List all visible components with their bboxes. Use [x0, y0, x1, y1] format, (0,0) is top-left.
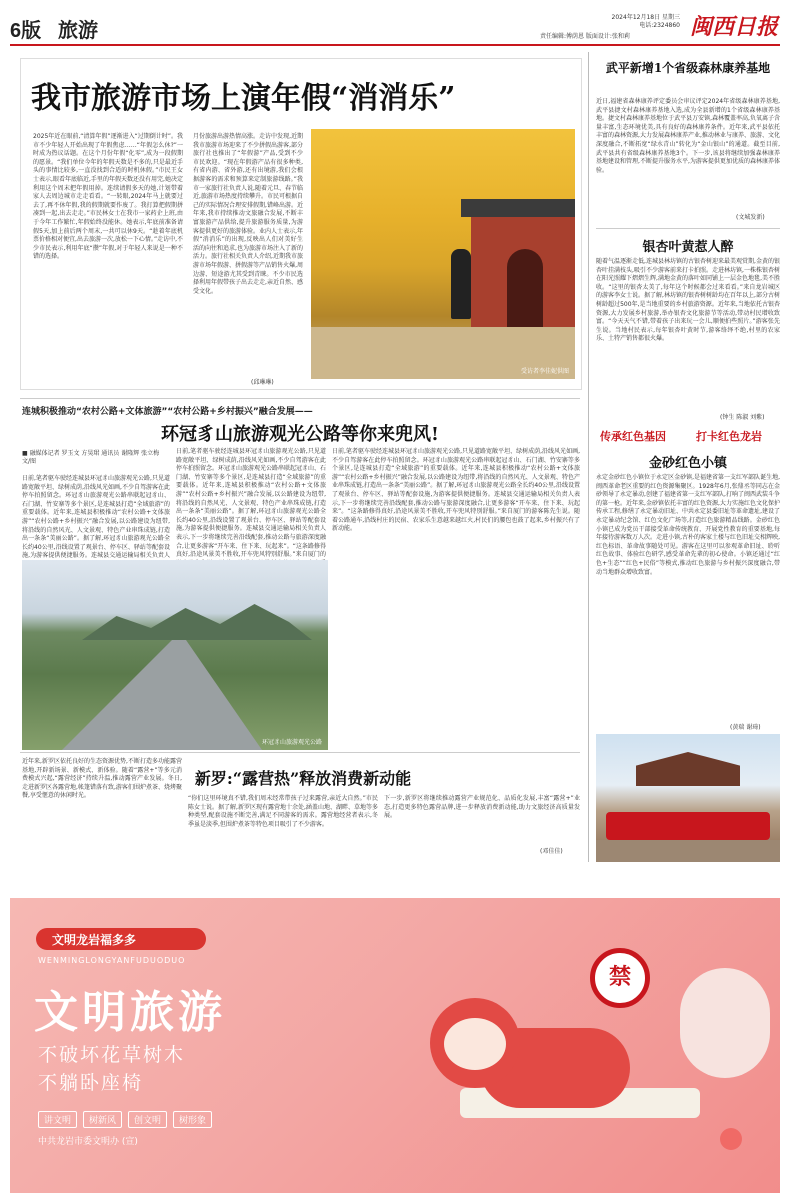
ginkgo-headline: 银杏叶黄惹人醉 — [642, 240, 734, 255]
ad-line1: 不破坏花草树木 — [38, 1044, 186, 1066]
mountain-range — [82, 600, 312, 640]
road-headline: 环冠豸山旅游观光公路等你来兜风! — [161, 424, 439, 445]
civility-ad — [10, 898, 780, 1193]
wuping-headline-text: 武平新增1个省级森林康养基地 — [605, 61, 771, 75]
lead-headline: 我市旅游市场上演年假“消消乐” — [31, 81, 456, 116]
wuping-byline: (文城发新) — [736, 214, 765, 221]
highway-road — [62, 640, 262, 750]
road-kicker: 连城积极推动“农村公路+文体旅游”“农村公路+乡村振兴”融合发展—— — [22, 407, 313, 417]
redbase-banner-left: 传承红色基因 — [600, 430, 666, 443]
ginkgo-rule — [596, 228, 780, 229]
ad-tags — [38, 1108, 218, 1128]
right-column-divider — [588, 52, 589, 862]
xinluo-byline: (邓佳佳) — [540, 848, 563, 855]
section-name: 旅游 — [58, 18, 98, 42]
masthead-rule — [10, 44, 780, 46]
mascot-face — [444, 1018, 506, 1070]
lead-photo-caption: 受访者李佳妮供图 — [520, 368, 569, 375]
xinluo-headline: 新罗:“露营热”释放消费新动能 — [194, 769, 412, 788]
redbase-banner-right: 打卡红色龙岩 — [696, 430, 762, 443]
sheep-mascot — [680, 968, 770, 1078]
edition-number: 6版 — [10, 20, 42, 42]
ad-tag: 创文明 — [128, 1111, 167, 1128]
town-arch — [636, 752, 740, 786]
road-body-col2: 日前,笔者驱车驶经连城县环冠豸山旅游观光公路,只见道路宽敞平坦、绿树成荫,沿线风光如画,不少自驾游客在此停车拍照留念。环冠豸山旅游观光公路串联起冠豸山、石门湖、竹安寨等多个景区,是连城县打造“全域旅游”的重要载体。近年来,连城县积极推动“农村公路+文体旅游”“农村公路+乡村振兴”融合发展,以公路建设为纽带,将沿线的自然风光、人文景观、特色产业串珠成链,打造出一条条“美丽公路”。据了解,环冠豸山旅游观光公路全长约40公里,沿线设置了观景台、停车区、驿站等配套设施,为游客提供便捷服务。连城县交通运输局相关负责人表示,下一步将继续完善沿线配套,推动公路与旅游深度融合,让更多游客“开车来、住下来、玩起来”。“这条路修得真好,沿途风景美不胜收,开车兜风特别舒服。”来自厦门的 — [176, 448, 327, 559]
lead-body-left: 2025年近在眼前,“清算年假”逐渐进入“过期倒计时”。我市不少年轻人开始出现了年假焦虑……“年假怎么休?”一时成为热议话题。在这个月份年假“化零”,成为一段假期的愿景。“我们单位今年的年假天数是不多的,只是最近手头的事情比较多,一直没找到合适的时机休假。”市民王女士表示,眼看年底临近,手里的年假天数还没有用完,她决定利用这个周末把年假用掉。连续请假多天的她,计划带着家人去周边城市走走看看。“一转眼,2024年马上就要过去了,再不休年假,我的假期就要作废了。我打算把假期拼凑到一起,出去走走。”市民林女士在我市一家药企上班,由于今年工作繁忙,年假始终没能休。她表示,年底前准备请假5天,加上前后两个周末,一共可以休9天。“趁着年底机票价格相对便宜,出去旅游一次,放松一下心情。”走访中,不少市民表示,利用年底“攒”年假,对于年轻人来说是一种不错的选择。 — [33, 133, 183, 261]
redbase-body: 永定金砂红色小镇位于永定区金砂镇,是福建省第一支红军部队诞生地,闽西革命老区重要的红色资源集聚区。1928年6月,张鼎丞等同志在金砂领导了永定暴动,创建了福建省第一支红军部队,打响了闽西武装斗争的第一枪。近年来,金砂镇依托丰富的红色资源,大力实施红色文化保护传承工程,修缮了永定暴动旧址、中共永定县委旧址等革命遗址,建设了永定暴动纪念馆、红色文化广场等,打造红色旅游精品线路。金砂红色小镇已成为党员干部接受革命传统教育、开展党性教育的重要基地,每年接待游客数万人次。走进小镇,古朴的客家土楼与红色旧址交相辉映,红色标语、革命故事随处可见。游客在这里可以参观革命旧址、聆听红色故事、体验红色研学,感受革命先辈的初心使命。小镇还通过“红色+生态”“红色+民俗”等模式,推动红色旅游与乡村振兴深度融合,带动当地群众增收致富。 — [596, 474, 780, 576]
gate-door — [507, 249, 543, 327]
lead-photo-ginkgo-gate — [311, 129, 575, 379]
mascot-illustration — [390, 938, 780, 1188]
phone: 电话:2324860 — [639, 22, 680, 29]
road-byline: ■ 融媒体记者 罗玉文 方昊珺 通讯员 谢隆辉 张立梅 文/图 — [22, 450, 160, 465]
xinluo-rule — [20, 752, 580, 753]
person-figure — [451, 249, 471, 319]
paper-logo: 闽西日报 — [690, 14, 779, 40]
ad-tag: 讲文明 — [38, 1111, 77, 1128]
xinluo-body-a: 近年来,新罗区依托良好的生态资源优势,不断打造多功能露营基地,开辟新场景、新模式、新体验。随着“露营+”等多元消费模式兴起,“露营经济”持续升温,推动露营产业发展。冬日,走进新罗区各露营地,帐篷错落有致,游客们围炉煮茶、烧烤聚餐,享受惬意的休闲时光。 — [22, 758, 182, 800]
redbase-photo-town — [596, 734, 780, 862]
lead-story — [20, 58, 582, 390]
prohibit-sign-text: 禁 — [608, 965, 631, 990]
ad-tag: 树形象 — [173, 1111, 212, 1128]
date-line: 2024年12月18日 星期三 — [611, 14, 680, 21]
redbase-headline: 金砂红色小镇 — [648, 456, 727, 471]
masthead — [10, 10, 780, 44]
wuping-headline — [596, 60, 780, 76]
road-photo-highway — [22, 560, 328, 750]
prohibit-sign-icon — [590, 948, 650, 1008]
ginkgo-body: 随着气温逐渐走低,连城县林坊镇的古银杏树迎来最美观赏期,金黄的银杏叶挂满枝头,吸引不少游客前来打卡拍照。走进林坊镇,一株株银杏树在阳光照耀下熠熠生辉,满地金黄的落叶如同铺上一层金色地毯,美不胜收。“这里的银杏太美了,每年这个时候都会过来看看。”来自龙岩城区的游客李女士说。据了解,林坊镇的银杏树树龄均在百年以上,部分古树树龄超过500年,是当地重要的乡村旅游资源。近年来,当地依托古银杏资源,大力发展乡村旅游,举办银杏文化旅游节等活动,带动村民增收致富。“今天天气不错,带着孩子出来玩一会儿,顺便拍些照片。”游客张先生说。当地村民表示,每年银杏叶黄时节,游客络绎不绝,村里的农家乐、土特产销售都很火爆。 — [596, 258, 780, 343]
ad-title: 文明旅游 — [34, 987, 226, 1038]
town-street — [596, 840, 780, 862]
road-body-col3: 日前,笔者驱车驶经连城县环冠豸山旅游观光公路,只见道路宽敞平坦、绿树成荫,沿线风光如画,不少自驾游客在此停车拍照留念。环冠豸山旅游观光公路串联起冠豸山、石门湖、竹安寨等多个景区,是连城县打造“全域旅游”的重要载体。近年来,连城县积极推动“农村公路+文体旅游”“农村公路+乡村振兴”融合发展,以公路建设为纽带,将沿线的自然风光、人文景观、特色产业串珠成链,打造出一条条“美丽公路”。据了解,环冠豸山旅游观光公路全长约40公里,沿线设置了观景台、停车区、驿站等配套设施,为游客提供便捷服务。连城县交通运输局相关负责人表示,下一步将继续完善沿线配套,推动公路与旅游深度融合,让更多游客“开车来、住下来、玩起来”。“这条路修得真好,沿途风景美不胜收,开车兜风特别舒服。”来自厦门的游客陈先生说。随着公路通车,沿线村庄的民宿、农家乐生意越来越红火,村民们的腰包也鼓了起来,乡村振兴有了新动能。 — [332, 448, 580, 533]
ad-banner-text: 文明龙岩福多多 — [52, 933, 137, 947]
xinluo-body-c: 下一步,新罗区将继续推动露营产业规范化、品质化发展,丰富“露营+”业态,打造更多特色露营品牌,进一步释放消费新动能,助力文旅经济高质量发展。 — [384, 795, 580, 820]
road-kicker-rule — [20, 398, 580, 399]
gate-roof — [461, 199, 575, 217]
ginkgo-byline: (钟生 陈淑 刘紫) — [720, 414, 765, 421]
flower-icon — [720, 1128, 742, 1150]
ad-line2: 不躺卧座椅 — [38, 1072, 144, 1094]
redbase-banner — [596, 426, 780, 444]
ad-sponsor: 中共龙岩市委文明办 (宣) — [38, 1137, 138, 1147]
lead-body-mid: 月份旅游出游热情高涨。走访中发现,近期我市旅游市场迎来了不少拼假出游客,部分旅行社也推出了“年假游”产品,受到不少市民欢迎。“现在年假游产品有很多种类,有省内游、省外游,还有出境游,我们会根据游客的需求和预算来定制旅游线路。”我市一家旅行社负责人说,随着元旦、春节临近,旅游市场热度持续攀升。市民可根据自己的实际情况合理安排假期,错峰出游。近年来,我市持续推动文旅融合发展,不断丰富旅游产品供给,提升旅游服务质量,为游客提供更好的旅游体验。业内人士表示,年假“消消乐”的出现,反映出人们对美好生活的向往和追求,也为旅游市场注入了新的活力。旅行社相关负责人介绍,近期我市旅游市场年假游、拼假游等产品销售火爆,周边游、短途游尤其受到青睐。不少市民选择利用年假带孩子出去走走,亲近自然、感受文化。 — [193, 133, 303, 295]
road-body-col1: 日前,笔者驱车驶经连城县环冠豸山旅游观光公路,只见道路宽敞平坦、绿树成荫,沿线风光如画,不少自驾游客在此停车拍照留念。环冠豸山旅游观光公路串联起冠豸山、石门湖、竹安寨等多个景区,是连城县打造“全域旅游”的重要载体。近年来,连城县积极推动“农村公路+文体旅游”“农村公路+乡村振兴”融合发展,以公路建设为纽带,将沿线的自然风光、人文景观、特色产业串珠成链,打造出一条条“美丽公路”。据了解,环冠豸山旅游观光公路全长约40公里,沿线设置了观景台、停车区、驿站等配套设施,为游客提供便捷服务。连城县交通运输局相关负责人 — [22, 475, 170, 560]
ad-pinyin: WENMINGLONGYANFUDUODUO — [38, 956, 186, 965]
ad-banner — [36, 928, 206, 950]
town-train — [606, 812, 770, 840]
editors-line: 责任编辑:傅荫恩 版面设计:张和莉 — [540, 33, 630, 40]
wuping-body: 近日,福建省森林康养评定委员会审议评定2024年省级森林康养基地,武平县捷文村森林康养基地入选,成为全县新增的1个省级森林康养基地。捷文村森林康养基地位于武平县万安镇,森林覆盖率高,负氧离子含量丰富,生态环境优美,具有良好的森林康养条件。近年来,武平县依托丰富的森林资源,大力发展森林康养产业,推动林业与康养、旅游、文化深度融合,不断拓宽“绿水青山”转化为“金山银山”的通道。截至目前,武平县共有省级森林康养基地3个。下一步,该县将继续加强森林康养基地建设和管理,不断提升服务水平,为游客提供更加优质的森林康养体验。 — [596, 98, 780, 174]
lead-byline: (邱琳琳) — [251, 379, 274, 386]
ad-tag: 树新风 — [83, 1111, 122, 1128]
redbase-byline: (黄瑞 谢琦) — [730, 724, 761, 731]
xinluo-body-b: “你们这里环境真不错,我们周末经常带孩子过来露营,亲近大自然。”市民陈女士说。据了解,新罗区现有露营地十余处,涵盖山地、湖畔、草地等多种类型,配套设施不断完善,满足不同游客的需求。露营地经营者表示,冬季虽是淡季,但围炉煮茶等特色项目吸引了不少游客。 — [188, 795, 378, 828]
road-photo-caption: 环冠豸山旅游观光公路 — [261, 739, 322, 746]
